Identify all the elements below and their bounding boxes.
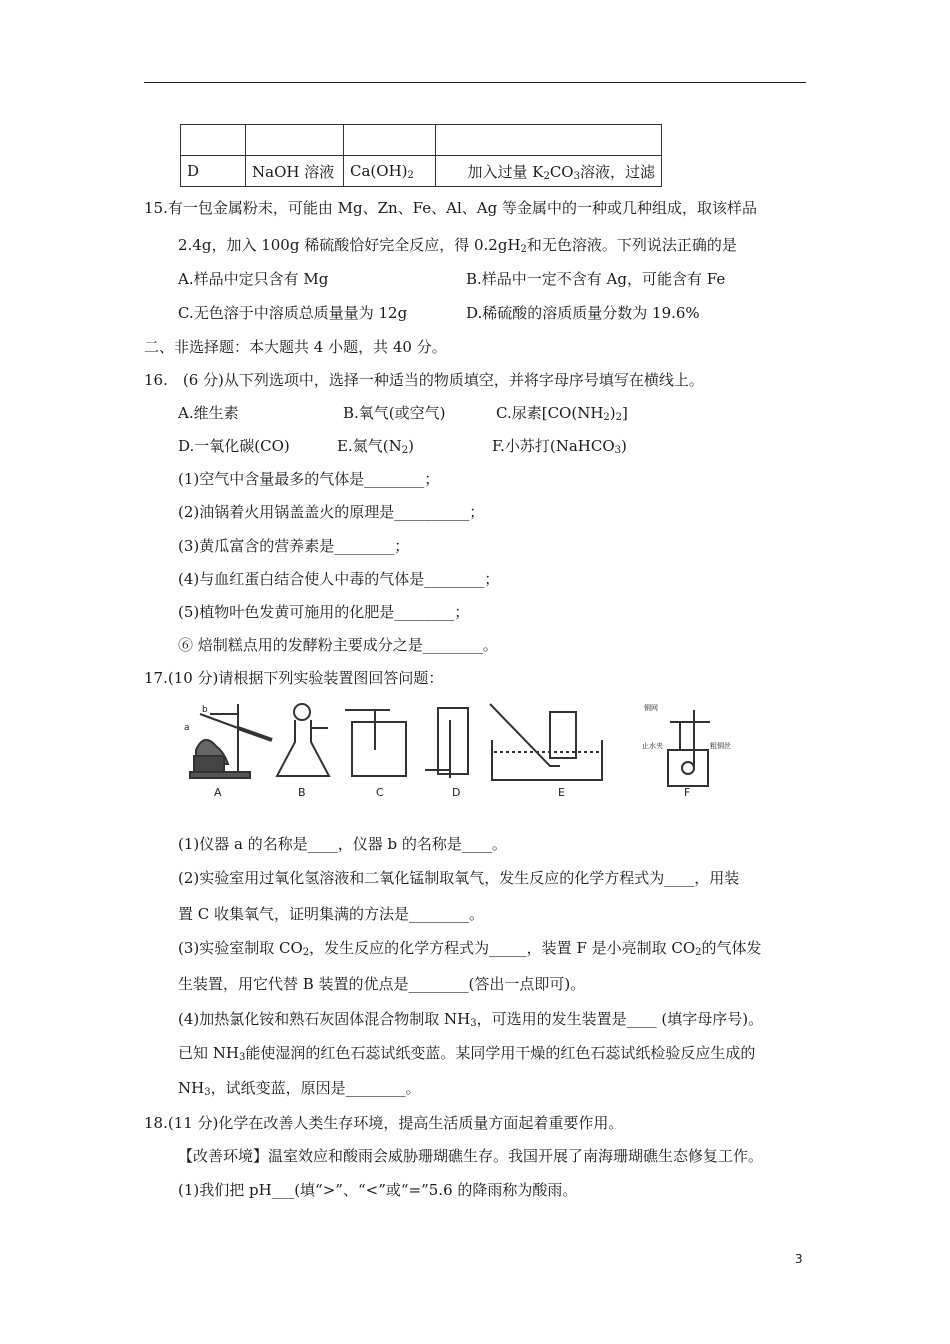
- table-cell: [181, 156, 246, 187]
- subscript: 2: [407, 169, 414, 181]
- page-number: 3: [795, 1252, 803, 1266]
- table-cell: [344, 156, 436, 187]
- table-cell: [436, 156, 662, 187]
- q15-stem-line2: 2.4g，加入 100g 稀硫酸恰好完全反应，得 $0.2gH_2$和无色溶液。下列说法正确的是: [178, 236, 737, 255]
- q17-sub3-line1: (3)实验室制取 $CO_2$，发生反应的化学方程式为_____，装置 F 是小亮制取 $CO_2$的气体发: [178, 939, 762, 958]
- q15-option-d: D.稀硫酸的溶质质量分数为 19.6%: [466, 304, 700, 322]
- table-row: [181, 125, 662, 156]
- table-cell: [246, 156, 344, 187]
- fig-note-f2: 止水夹: [642, 742, 663, 750]
- q16-option-d: D.一氧化碳(CO): [178, 437, 290, 455]
- option-letter: D: [187, 162, 200, 180]
- q16-option-e: E.氮气$(N_2)$: [337, 437, 414, 456]
- fig-label-d: D: [452, 786, 461, 799]
- q17-sub3-line2: 生装置，用它代替 B 装置的优点是________(答出一点即可)。: [178, 975, 586, 993]
- substance: NaOH 溶液: [252, 162, 335, 181]
- q16-sub2: (2)油锅着火用锅盖盖火的原理是__________；: [178, 503, 485, 521]
- fig-label-e: E: [558, 786, 565, 799]
- q16-option-f: F.小苏打(NaHCO$_3$): [492, 437, 627, 456]
- q16-option-a: A.维生素: [178, 404, 239, 422]
- table-cell: [344, 125, 436, 156]
- q16-title: 16. (6 分)从下列选项中，选择一种适当的物质填空，并将字母序号填写在横线上。: [144, 371, 704, 389]
- q16-sub3: (3)黄瓜富含的营养素是________；: [178, 537, 410, 555]
- table-cell: [436, 125, 662, 156]
- method-text: 加入过量 K: [467, 162, 544, 181]
- fig-label-f: F: [684, 786, 691, 799]
- table-cell: [246, 125, 344, 156]
- fig-label-inst-b: b: [202, 705, 208, 715]
- apparatus-c: [345, 710, 406, 776]
- q17-sub1: (1)仪器 a 的名称是____，仪器 b 的名称是____。: [178, 835, 507, 853]
- fig-note-f3: 粗铜丝: [710, 742, 731, 750]
- q18-sub1: (1)我们把 pH___(填“>”、“<”或“=”5.6 的降雨称为酸雨。: [178, 1181, 578, 1199]
- fig-label-inst-a: a: [184, 723, 190, 733]
- q16-sub5: (5)植物叶色发黄可施用的化肥是________；: [178, 603, 470, 621]
- options-table: [180, 124, 662, 187]
- impurity: Ca(OH): [350, 161, 408, 180]
- q17-title: 17.(10 分)请根据下列实验装置图回答问题：: [144, 669, 444, 687]
- apparatus-e: [490, 704, 602, 780]
- table-row: [181, 156, 662, 187]
- q15-option-c: C.无色溶于中溶质总质量量为 12g: [178, 304, 408, 322]
- q18-title: 18.(11 分)化学在改善人类生存环境，提高生活质量方面起着重要作用。: [144, 1114, 624, 1132]
- q18-environment: 【改善环境】温室效应和酸雨会威胁珊瑚礁生存。我国开展了南海珊瑚礁生态修复工作。: [178, 1147, 764, 1165]
- q17-sub4-line2: 已知 $NH_3$能使湿润的红色石蕊试纸变蓝。某同学用干燥的红色石蕊试纸检验反应生成的: [178, 1044, 756, 1063]
- subscript: 3: [573, 170, 580, 182]
- q16-option-c: C.尿素$[CO(NH_2)_2]$: [496, 404, 628, 423]
- fig-label-c: C: [376, 786, 384, 799]
- lab-apparatus-figure: [180, 700, 740, 802]
- fig-label-b: B: [298, 786, 306, 799]
- q17-sub4-line1: (4)加热氯化铵和熟石灰固体混合物制取 $NH_3$，可选用的发生装置是____ (填字母序号)。: [178, 1010, 764, 1029]
- q16-option-b: B.氧气(或空气): [343, 404, 446, 422]
- apparatus-d: [425, 708, 468, 778]
- q15-option-b: B.样品中一定不含有 Ag，可能含有 Fe: [466, 270, 726, 288]
- apparatus-f: [668, 710, 710, 786]
- fig-label-a: A: [214, 786, 222, 799]
- table-cell: [181, 125, 246, 156]
- q15-stem-line1: 15.有一包金属粉末，可能由 Mg、Zn、Fe、Al、Ag 等金属中的一种或几种组成，取该样品: [144, 199, 757, 217]
- q17-sub2-line2: 置 C 收集氧气，证明集满的方法是________。: [178, 905, 485, 923]
- apparatus-b: [277, 704, 329, 776]
- q15-option-a: A.样品中定只含有 Mg: [178, 270, 329, 288]
- fig-note-f1: 铜网: [644, 704, 658, 712]
- subscript: 2: [543, 170, 550, 182]
- section-heading: 二、非选择题：本大题共 4 小题，共 40 分。: [144, 338, 447, 356]
- q17-sub2-line1: (2)实验室用过氧化氢溶液和二氧化锰制取氧气，发生反应的化学方程式为____，用装: [178, 869, 740, 887]
- q16-sub1: (1)空气中含量最多的气体是________；: [178, 470, 440, 488]
- q16-sub6: ⑥ 焙制糕点用的发酵粉主要成分之是________。: [178, 636, 498, 654]
- apparatus-a: [190, 704, 272, 778]
- q16-sub4: (4)与血红蛋白结合使人中毒的气体是________；: [178, 570, 500, 588]
- header-rule: [144, 82, 806, 83]
- method-text: 溶液，过滤: [579, 162, 655, 181]
- q17-sub4-line3: $NH_3$，试纸变蓝，原因是________。: [178, 1079, 421, 1098]
- method-text: CO: [549, 162, 574, 181]
